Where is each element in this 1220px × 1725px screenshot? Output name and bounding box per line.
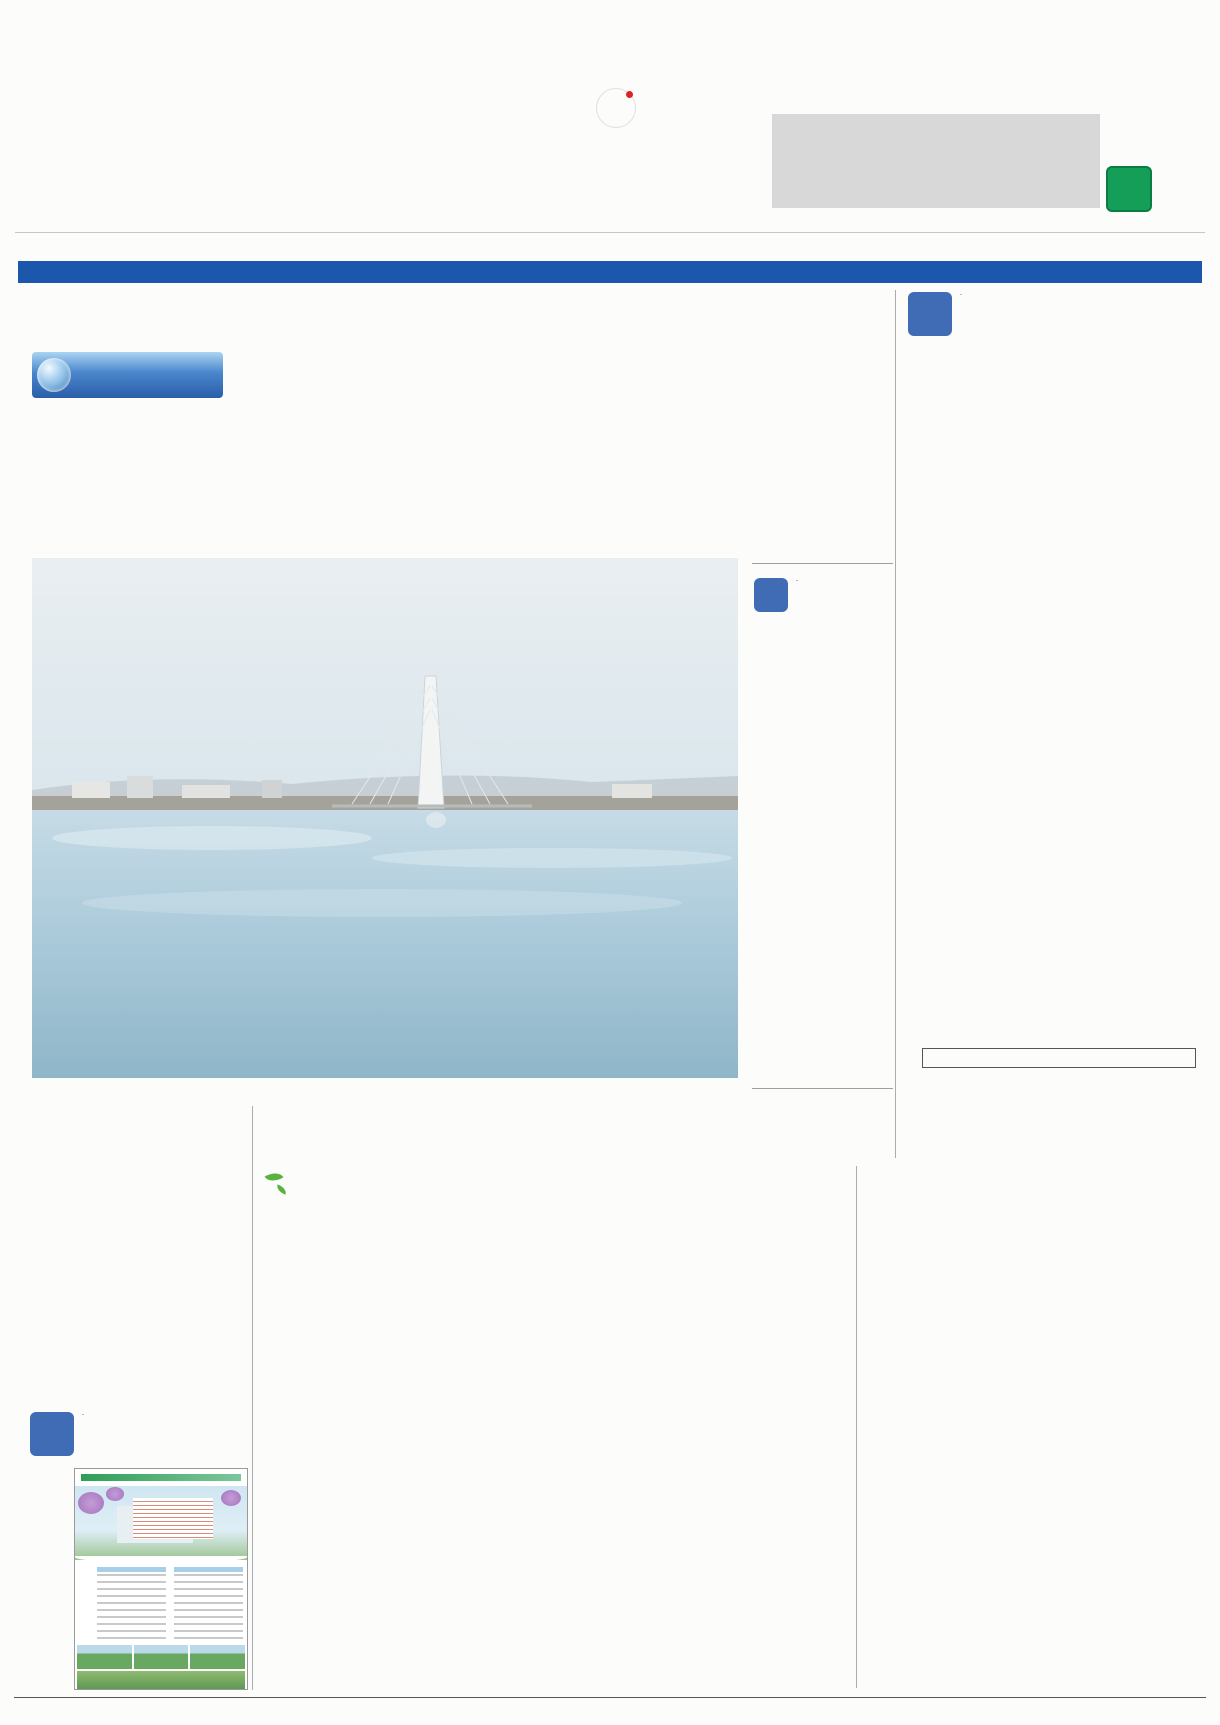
- lead-col-1: [32, 352, 223, 556]
- edition-title-block: [772, 114, 1100, 208]
- k-square-icon: [30, 1412, 74, 1456]
- liujun-col-3: [659, 1166, 844, 1688]
- thumb-field-photo: [77, 1671, 245, 1690]
- k-logo-icon: [596, 88, 636, 128]
- right-column-divider: [856, 1166, 857, 1688]
- brand-block: [596, 88, 774, 131]
- kexue-pinglun-badge: [908, 292, 962, 336]
- masthead-divider: [15, 232, 1205, 233]
- badge-pinyin: [960, 294, 962, 295]
- badge-pinyin: [82, 1414, 84, 1415]
- commentary-vertical-title-block: [1113, 354, 1193, 706]
- globe-icon: [37, 358, 71, 392]
- lead-col-2: [237, 352, 428, 556]
- commentary-conclusion-box: [922, 1048, 1196, 1068]
- left-column-divider: [252, 1106, 253, 1690]
- forest-body: [868, 1502, 1194, 1688]
- wetland-birds-photo: [32, 558, 738, 1078]
- carbon-body: [30, 1186, 251, 1404]
- keji-yinling-shanxi-badge: [32, 352, 223, 398]
- thumb-text-lines: [174, 1567, 243, 1641]
- lead-article: [32, 352, 838, 556]
- footer-rule: [14, 1697, 1206, 1698]
- website-bar: [18, 261, 1202, 283]
- shijue-shengtai-badge: [754, 578, 798, 612]
- weekly-seal: [1106, 166, 1152, 212]
- sx-carbon-body: [868, 1218, 1194, 1454]
- thumb-text-lines: [97, 1567, 166, 1641]
- liujun-col-1: [262, 1166, 447, 1688]
- photo-side-bottom-rule: [752, 1088, 893, 1089]
- k-square-icon: [754, 578, 788, 612]
- badge-pinyin: [796, 580, 798, 581]
- liujun-article: [262, 1166, 844, 1688]
- k-square-icon: [908, 292, 952, 336]
- page-a4-thumbnail[interactable]: [74, 1468, 248, 1690]
- thumb-header-strip: [81, 1474, 241, 1481]
- thumb-vertical-text: [77, 1565, 91, 1643]
- commentary-body: [905, 350, 1193, 1042]
- kexue-yaoshi-badge: [30, 1412, 84, 1456]
- thumb-building-photo: [75, 1486, 247, 1560]
- liujun-col-2: [461, 1166, 646, 1688]
- commentary-divider: [895, 290, 896, 1158]
- lead-col-3: [442, 352, 633, 556]
- photo-side-top-rule: [752, 563, 893, 564]
- lead-col-4: [647, 352, 838, 556]
